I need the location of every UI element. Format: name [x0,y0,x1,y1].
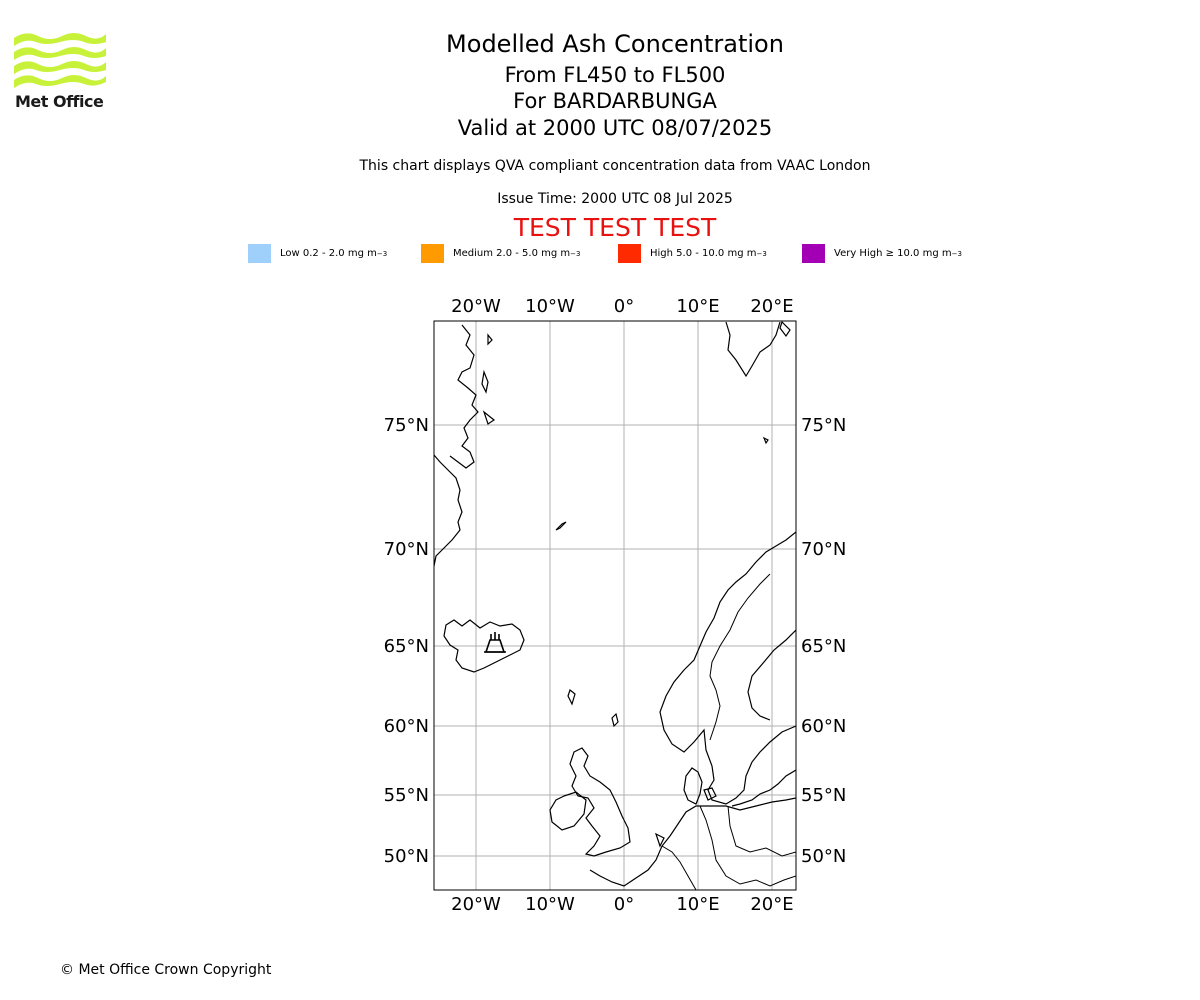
denmark-coast [684,768,702,804]
legend-item-low: Low 0.2 - 2.0 mg m −3 [248,244,387,263]
great-britain-coast [570,748,630,856]
lat-label-left: 75°N [383,415,429,436]
lat-label-right: 75°N [801,415,847,436]
lat-label-right: 50°N [801,846,847,867]
lat-label-left: 70°N [383,539,429,560]
lon-label-top: 10°W [525,296,575,317]
chart-description: This chart displays QVA compliant concentration data from VAAC London [359,158,871,174]
europe-coast [590,798,796,886]
lat-label-right: 60°N [801,716,847,737]
legend-label-high: High 5.0 - 10.0 mg m [650,248,757,259]
lon-label-bottom: 20°E [750,894,794,915]
flight-level-range: From FL450 to FL500 [504,63,726,87]
jan-mayen [556,522,566,530]
coastlines [434,322,796,890]
lat-label-left: 55°N [383,785,429,806]
volcano-name: For BARDARBUNGA [513,89,717,113]
copyright-notice: © Met Office Crown Copyright [60,962,272,978]
volcano-icon [484,632,506,652]
legend-label-low: Low 0.2 - 2.0 mg m [280,248,377,259]
lon-label-top: 0° [613,296,635,317]
lat-label-left: 50°N [383,846,429,867]
issue-time: Issue Time: 2000 UTC 08 Jul 2025 [497,191,733,207]
logo-wordmark: Met Office [15,92,104,111]
legend-label-very-high: Very High ≥ 10.0 mg m [834,248,952,259]
lat-label-right: 65°N [801,636,847,657]
graticule [434,321,796,890]
lon-label-top: 10°E [676,296,720,317]
lon-label-bottom: 0° [613,894,635,915]
valid-time: Valid at 2000 UTC 08/07/2025 [457,116,773,140]
lon-label-bottom: 10°W [525,894,575,915]
lat-label-left: 65°N [383,636,429,657]
lat-label-right: 55°N [801,785,847,806]
lon-label-bottom: 10°E [676,894,720,915]
lat-label-left: 60°N [383,716,429,737]
shetland [612,714,618,726]
map-frame [434,321,796,890]
lon-label-top: 20°E [750,296,794,317]
faroe-islands [568,690,575,704]
legend-item-high: High 5.0 - 10.0 mg m −3 [618,244,767,263]
lon-label-top: 20°W [451,296,501,317]
legend-label-medium: Medium 2.0 - 5.0 mg m [453,248,571,259]
legend-item-very-high: Very High ≥ 10.0 mg m −3 [802,244,962,263]
legend-item-medium: Medium 2.0 - 5.0 mg m −3 [421,244,580,263]
chart-title: Modelled Ash Concentration [446,30,784,58]
scandinavia-coast [660,532,796,804]
ireland-coast [550,792,586,830]
test-banner: TEST TEST TEST [513,213,717,242]
lat-label-right: 70°N [801,539,847,560]
lon-label-bottom: 20°W [451,894,501,915]
